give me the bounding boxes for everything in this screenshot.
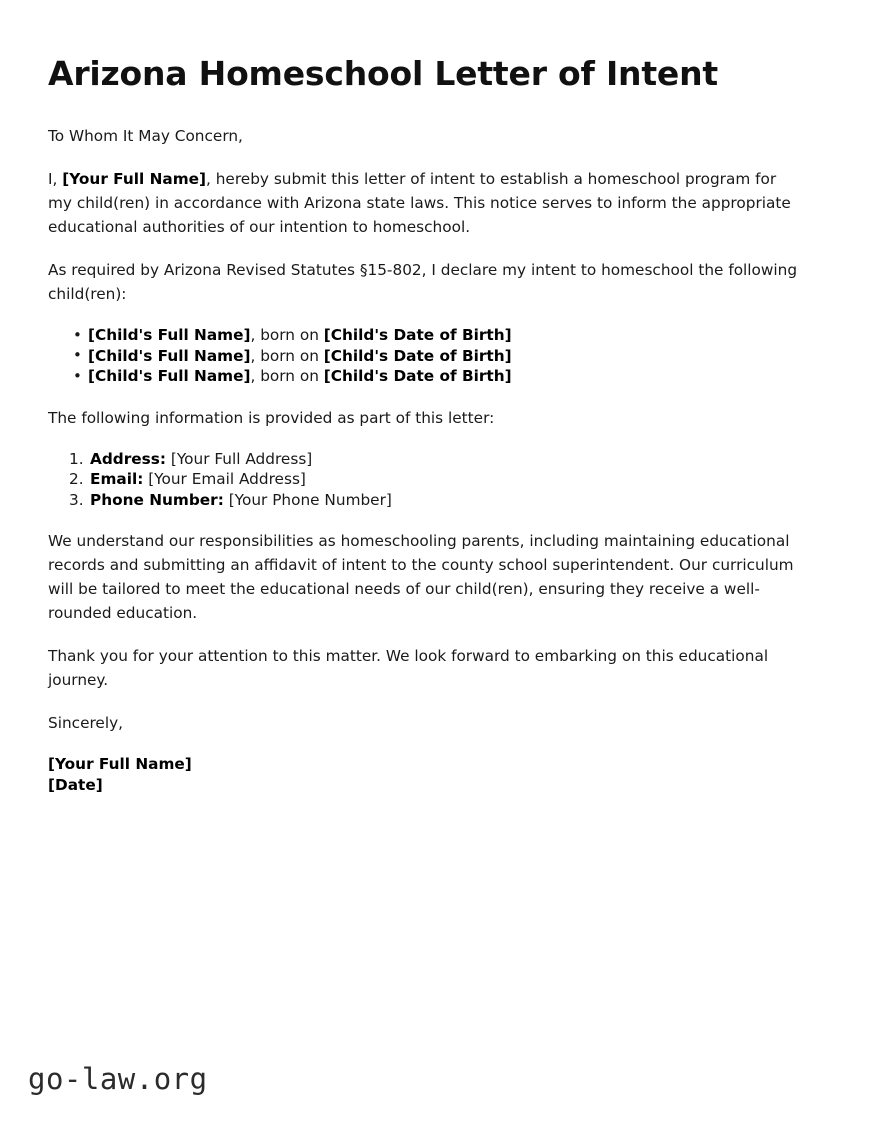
contact-info-list [48,449,798,511]
list-item [48,449,798,470]
intro-prefix: I, [48,170,63,188]
child-connector: , born on [250,326,324,344]
address-value: [Your Full Address] [170,449,313,468]
child-name-placeholder: [Child's Full Name] [88,326,251,344]
child-name-placeholder: [Child's Full Name] [88,367,251,385]
phone-value: [Your Phone Number] [228,490,392,509]
child-name-placeholder: [Child's Full Name] [88,346,251,365]
child-dob-placeholder: [Child's Date of Birth] [323,326,512,344]
signature-name-placeholder: [Your Full Name] [48,755,192,773]
intro-paragraph [48,167,798,239]
sign-off: Sincerely, [48,714,124,732]
child-connector: , born on [250,346,324,365]
children-list [48,325,798,387]
signature-block [48,754,798,796]
list-item [48,366,798,387]
address-label: Address: [90,449,166,468]
info-intro-paragraph: The following information is provided as part of this letter: [48,408,495,427]
email-label: Email: [90,470,144,488]
intro-suffix: , hereby submit this letter of intent to establish a homeschool program for my child(ren) in accordance with Arizona state laws. This notice serves to inform the appropriate educational authorities of our intention to homeschool. [48,170,791,236]
child-connector: , born on [250,367,324,385]
phone-label: Phone Number: [90,490,224,509]
letter-content [48,54,798,796]
list-item [48,490,798,511]
footer-watermark: go-law.org [28,1062,208,1096]
child-dob-placeholder: [Child's Date of Birth] [323,367,512,385]
email-value: [Your Email Address] [148,470,306,488]
list-item [48,469,798,490]
your-full-name-placeholder: [Your Full Name] [62,170,207,188]
list-item [48,325,798,346]
page-title: Arizona Homeschool Letter of Intent [48,54,718,93]
signature-date-placeholder: [Date] [48,776,103,794]
responsibilities-paragraph: We understand our responsibilities as homeschooling parents, including maintaining educational records and submitting an affidavit of intent to the county school superintendent. Our curriculum will be tailored to meet the educational needs of our child(ren), ensuring they receive a well-rounded education. [48,532,794,622]
child-dob-placeholder: [Child's Date of Birth] [323,346,512,365]
closing-paragraph: Thank you for your attention to this matter. We look forward to embarking on this educational journey. [48,647,769,689]
list-item [48,346,798,367]
salutation: To Whom It May Concern, [48,127,243,145]
statute-paragraph: As required by Arizona Revised Statutes §15-802, I declare my intent to homeschool the following child(ren): [48,261,798,303]
